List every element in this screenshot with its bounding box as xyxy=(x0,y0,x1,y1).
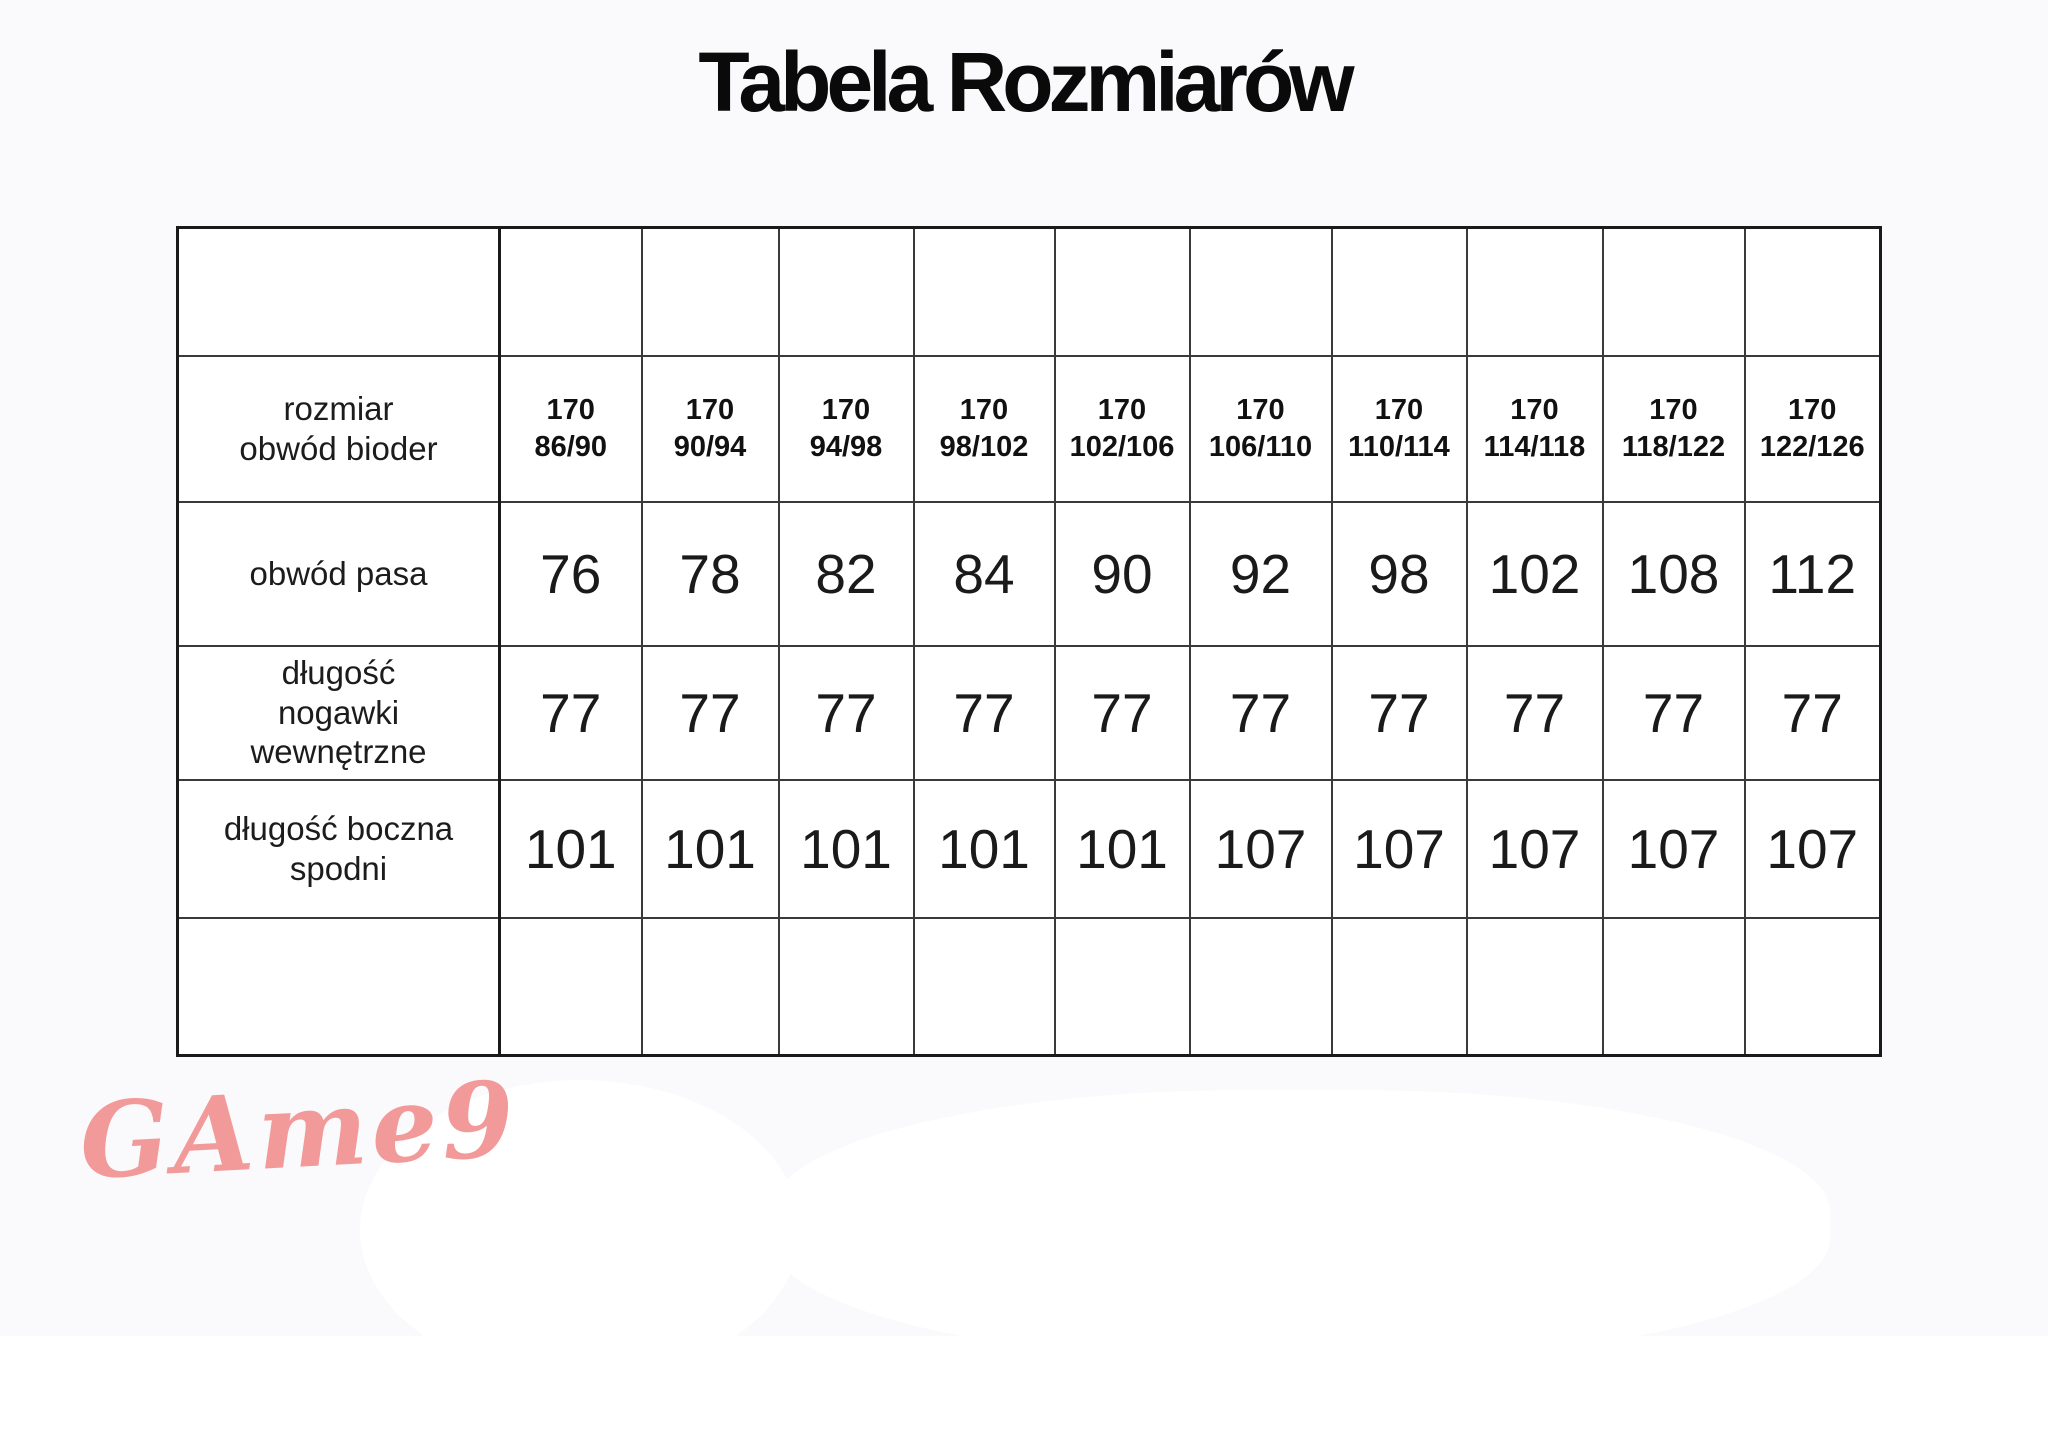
value: 101 xyxy=(1076,817,1168,880)
value-cell xyxy=(1467,646,1603,780)
value: 107 xyxy=(1627,817,1720,880)
empty-cell xyxy=(1603,228,1745,356)
value-cell xyxy=(1190,646,1332,780)
value: 108 xyxy=(1627,542,1720,605)
value-cell xyxy=(500,502,642,646)
value-cell xyxy=(500,646,642,780)
value-cell xyxy=(1603,646,1745,780)
value-cell xyxy=(1745,780,1881,918)
size-row xyxy=(178,356,1881,502)
size-cell xyxy=(779,356,914,502)
value: 76 xyxy=(540,542,602,605)
value-cell xyxy=(1332,780,1467,918)
value-cell xyxy=(1467,502,1603,646)
size-cell xyxy=(642,356,779,502)
empty-cell xyxy=(1603,918,1745,1056)
value: 77 xyxy=(540,681,602,744)
value-cell xyxy=(914,502,1055,646)
side-length-row xyxy=(178,780,1881,918)
value: 77 xyxy=(1368,681,1430,744)
size-label: 170 98/102 xyxy=(939,394,1029,463)
value: 107 xyxy=(1766,817,1859,880)
value-cell xyxy=(1745,646,1881,780)
empty-cell xyxy=(1467,228,1603,356)
value: 77 xyxy=(679,681,741,744)
waist-row xyxy=(178,502,1881,646)
value-cell xyxy=(1055,646,1190,780)
value: 101 xyxy=(938,817,1030,880)
value-cell xyxy=(779,502,914,646)
value-cell xyxy=(1332,502,1467,646)
row-label: obwód pasa xyxy=(249,554,428,592)
value: 101 xyxy=(524,817,617,880)
value-cell xyxy=(500,780,642,918)
size-label: 170 94/98 xyxy=(809,394,883,463)
row-label-cell xyxy=(178,502,500,646)
empty-cell xyxy=(642,918,779,1056)
size-label: 170 122/126 xyxy=(1759,394,1865,463)
size-label: 170 86/90 xyxy=(534,394,608,463)
empty-cell xyxy=(1190,918,1332,1056)
size-label: 170 102/106 xyxy=(1069,394,1175,463)
value-cell xyxy=(642,780,779,918)
value: 102 xyxy=(1488,542,1581,605)
value: 90 xyxy=(1091,542,1153,605)
value: 77 xyxy=(1229,681,1292,744)
size-cell xyxy=(1190,356,1332,502)
value-cell xyxy=(642,502,779,646)
size-cell xyxy=(1332,356,1467,502)
size-label: 170 90/94 xyxy=(673,394,747,463)
size-label: 170 110/114 xyxy=(1348,394,1450,463)
value-cell xyxy=(1190,502,1332,646)
value: 98 xyxy=(1368,542,1430,605)
value: 77 xyxy=(1091,681,1153,744)
size-cell xyxy=(1603,356,1745,502)
empty-cell xyxy=(1190,228,1332,356)
value: 101 xyxy=(664,817,756,880)
value-cell xyxy=(1603,780,1745,918)
value: 92 xyxy=(1229,542,1292,605)
value-cell xyxy=(914,780,1055,918)
value: 107 xyxy=(1353,817,1445,880)
row-label-cell xyxy=(178,646,500,780)
empty-cell xyxy=(914,918,1055,1056)
size-label: 170 106/110 xyxy=(1208,394,1313,463)
watermark-text: GAme9 xyxy=(76,1057,521,1203)
empty-cell xyxy=(914,228,1055,356)
empty-cell xyxy=(1055,918,1190,1056)
size-label: 170 114/118 xyxy=(1483,394,1586,463)
value-cell xyxy=(1190,780,1332,918)
value-cell xyxy=(1332,646,1467,780)
page-title: Tabela Rozmiarów xyxy=(698,35,1350,129)
value-cell xyxy=(914,646,1055,780)
empty-cell xyxy=(779,918,914,1056)
empty-cell xyxy=(642,228,779,356)
value: 82 xyxy=(815,542,877,605)
background-blob xyxy=(770,1090,1830,1360)
size-table xyxy=(176,226,1882,1057)
empty-cell xyxy=(1745,918,1881,1056)
empty-cell xyxy=(178,228,500,356)
value-cell xyxy=(1603,502,1745,646)
watermark-svg xyxy=(76,1057,521,1208)
value: 107 xyxy=(1488,817,1581,880)
value: 84 xyxy=(953,542,1015,605)
size-cell xyxy=(500,356,642,502)
value-cell xyxy=(1055,502,1190,646)
value: 77 xyxy=(1503,681,1566,744)
row-label-cell xyxy=(178,356,500,502)
value-cell xyxy=(779,646,914,780)
inseam-row xyxy=(178,646,1881,780)
watermark-logo xyxy=(76,1057,521,1213)
size-cell xyxy=(1745,356,1881,502)
size-cell xyxy=(1055,356,1190,502)
empty-cell xyxy=(178,918,500,1056)
row-label: długość boczna spodni xyxy=(223,809,454,887)
value-cell xyxy=(1055,780,1190,918)
value: 112 xyxy=(1768,542,1857,605)
size-label: 170 118/122 xyxy=(1621,394,1726,463)
empty-footer-row xyxy=(178,918,1881,1056)
row-label: rozmiar obwód bioder xyxy=(239,389,438,467)
value: 77 xyxy=(815,681,877,744)
value: 107 xyxy=(1214,817,1307,880)
empty-cell xyxy=(1332,228,1467,356)
size-cell xyxy=(914,356,1055,502)
empty-cell xyxy=(1332,918,1467,1056)
value: 77 xyxy=(953,681,1015,744)
value-cell xyxy=(779,780,914,918)
row-label-cell xyxy=(178,780,500,918)
size-cell xyxy=(1467,356,1603,502)
value-cell xyxy=(642,646,779,780)
empty-cell xyxy=(779,228,914,356)
empty-cell xyxy=(500,228,642,356)
empty-cell xyxy=(1055,228,1190,356)
value: 78 xyxy=(679,542,741,605)
value: 77 xyxy=(1781,681,1843,744)
empty-cell xyxy=(500,918,642,1056)
empty-header-row xyxy=(178,228,1881,356)
value-cell xyxy=(1745,502,1881,646)
value: 101 xyxy=(800,817,892,880)
empty-cell xyxy=(1467,918,1603,1056)
empty-cell xyxy=(1745,228,1881,356)
value: 77 xyxy=(1642,681,1705,744)
row-label: długość nogawki wewnętrzne xyxy=(250,654,427,771)
value-cell xyxy=(1467,780,1603,918)
bottom-band xyxy=(0,1336,2048,1447)
